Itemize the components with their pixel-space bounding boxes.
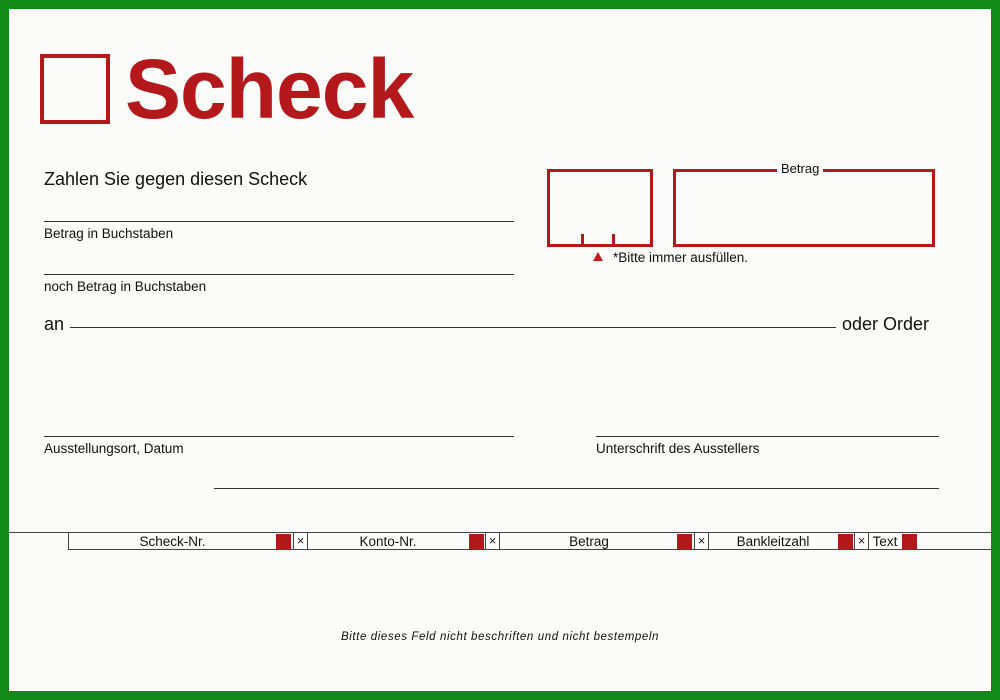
payee-field[interactable]	[70, 327, 836, 328]
instruction-text: Zahlen Sie gegen diesen Scheck	[44, 169, 308, 189]
page-title: Scheck	[125, 42, 414, 136]
codeline-marker	[677, 534, 692, 550]
signature-field[interactable]	[596, 436, 939, 437]
codeline-marker	[469, 534, 484, 550]
codeline-field-text: Text	[872, 534, 898, 549]
amount-box-label: Betrag	[777, 161, 823, 176]
payee-suffix: oder Order	[842, 314, 930, 334]
codeline-marker	[902, 534, 917, 550]
currency-box[interactable]	[547, 169, 653, 247]
payee-prefix: an	[44, 314, 65, 334]
codeline-marker	[276, 534, 291, 550]
amount-words-cont-label: noch Betrag in Buchstaben	[44, 279, 207, 294]
currency-tick-right	[612, 234, 615, 244]
amount-words-field[interactable]	[44, 221, 514, 222]
footer-note: Bitte dieses Feld nicht beschriften und nicht bestempeln	[340, 631, 660, 643]
place-date-field[interactable]	[44, 436, 514, 437]
codeline-separator-icon: ×	[485, 533, 500, 550]
amount-hint: *Bitte immer ausfüllen.	[613, 250, 749, 265]
checkbox-logo-icon	[40, 54, 110, 124]
pointer-triangle-icon	[593, 252, 603, 261]
codeline-separator-icon: ×	[694, 533, 709, 550]
codeline-field-amount: Betrag	[569, 534, 609, 549]
codeline-field-cheque-no: Scheck-Nr.	[139, 534, 206, 549]
amount-words-label: Betrag in Buchstaben	[44, 226, 174, 241]
codeline-field-bank-code: Bankleitzahl	[736, 534, 810, 549]
currency-tick-left	[581, 234, 584, 244]
codeline-separator-icon: ×	[293, 533, 308, 550]
signature-label: Unterschrift des Ausstellers	[596, 441, 760, 456]
extra-line	[214, 488, 939, 489]
codeline-marker	[838, 534, 853, 550]
codeline-separator-icon: ×	[854, 533, 869, 550]
place-date-label: Ausstellungsort, Datum	[44, 441, 184, 456]
codeline-field-account-no: Konto-Nr.	[359, 534, 417, 549]
amount-box[interactable]	[673, 169, 935, 247]
amount-words-cont-field[interactable]	[44, 274, 514, 275]
